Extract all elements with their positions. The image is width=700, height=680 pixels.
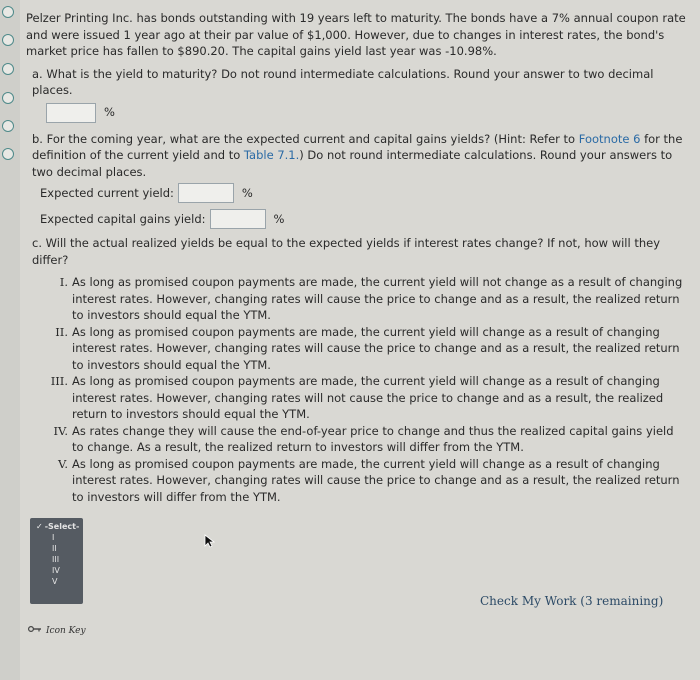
- dropdown-option-selected[interactable]: ✓ -Select-: [36, 522, 80, 531]
- check-icon: ✓: [36, 522, 43, 531]
- radio-circle-icon[interactable]: [2, 34, 14, 46]
- part-c-question: c. Will the actual realized yields be equal to the expected yields if interest rates change? If not, how will they differ?: [32, 236, 661, 267]
- part-c: [32, 235, 686, 505]
- current-yield-row: [40, 183, 686, 203]
- answer-dropdown[interactable]: [30, 518, 83, 604]
- list-item: II. As long as promised coupon payments are made, the current yield will change as a result of changing interest rates. However, changing rates will cause the price to change and as a result, the realized return to investors should equal the YTM.: [55, 324, 680, 372]
- dropdown-option[interactable]: V: [52, 577, 58, 586]
- list-item: IV. As rates change they will cause the end-of-year price to change and thus the realized capital gains yield to change. As a result, the realized return to investors will differ from the YTM.: [53, 423, 674, 454]
- radio-circle-icon[interactable]: [2, 120, 14, 132]
- mouse-cursor-icon: [204, 533, 216, 552]
- icon-key[interactable]: Icon Key: [28, 625, 86, 636]
- left-rail: [0, 0, 20, 680]
- radio-circle-icon[interactable]: [2, 63, 14, 75]
- ytm-unit: %: [104, 105, 115, 120]
- part-b: [32, 131, 686, 230]
- footnote-link[interactable]: Footnote 6: [578, 131, 641, 146]
- dropdown-option[interactable]: III: [52, 555, 60, 564]
- part-a: [32, 66, 686, 123]
- part-b-question: b. For the coming year, what are the expected current and capital gains yields? (Hint: Refer to Footnote 6 for the definition of the current yield and to Table 7.1.) Do not round intermediate calculations. Round your answers to two decimal places.: [32, 131, 683, 179]
- list-item: III. As long as promised coupon payments are made, the current yield will change as a result of changing interest rates. However, changing rates will not cause the price to change and as a result, the realized return to investors should equal the YTM.: [50, 374, 664, 421]
- check-my-work-button[interactable]: Check My Work (3 remaining): [480, 594, 664, 608]
- key-icon: [28, 625, 42, 636]
- capital-gains-input[interactable]: [210, 209, 266, 229]
- capital-gains-label: Expected capital gains yield:: [40, 211, 206, 226]
- current-yield-label: Expected current yield:: [40, 185, 174, 200]
- current-yield-unit: %: [241, 185, 253, 200]
- dropdown-option[interactable]: II: [52, 544, 57, 553]
- table-link[interactable]: Table 7.1.: [243, 148, 300, 162]
- list-item: V. As long as promised coupon payments are made, the current yield will change as a result of changing interest rates. However, changing rates will cause the price to change and as a result, the realized return to investors will differ from the YTM.: [58, 456, 680, 504]
- ytm-input[interactable]: [46, 103, 96, 123]
- radio-circle-icon[interactable]: [2, 92, 14, 104]
- part-a-answer: [46, 103, 686, 123]
- dropdown-option[interactable]: IV: [52, 566, 60, 575]
- radio-circle-icon[interactable]: [2, 6, 14, 18]
- current-yield-input[interactable]: [178, 183, 234, 203]
- dropdown-option[interactable]: I: [52, 533, 55, 542]
- capital-gains-unit: %: [273, 211, 285, 226]
- question-content: [26, 10, 686, 505]
- part-a-question: a. What is the yield to maturity? Do not round intermediate calculations. Round your answer to two decimal places.: [32, 66, 654, 97]
- answer-options: [46, 274, 686, 505]
- radio-circle-icon[interactable]: [2, 148, 14, 160]
- capital-gains-row: [40, 209, 686, 229]
- problem-intro: Pelzer Printing Inc. has bonds outstanding with 19 years left to maturity. The bonds have a 7% annual coupon rate and were issued 1 year ago at their par value of $1,000. However, due to changes in interest rates, the bond's market price has fallen to $890.20. The capital gains yield last year was -10.98%.: [26, 11, 686, 58]
- list-item: I. As long as promised coupon payments are made, the current yield will not change as a result of changing interest rates. However, changing rates will cause the price to change and as a result, the realized return to investors should equal the YTM.: [59, 275, 683, 322]
